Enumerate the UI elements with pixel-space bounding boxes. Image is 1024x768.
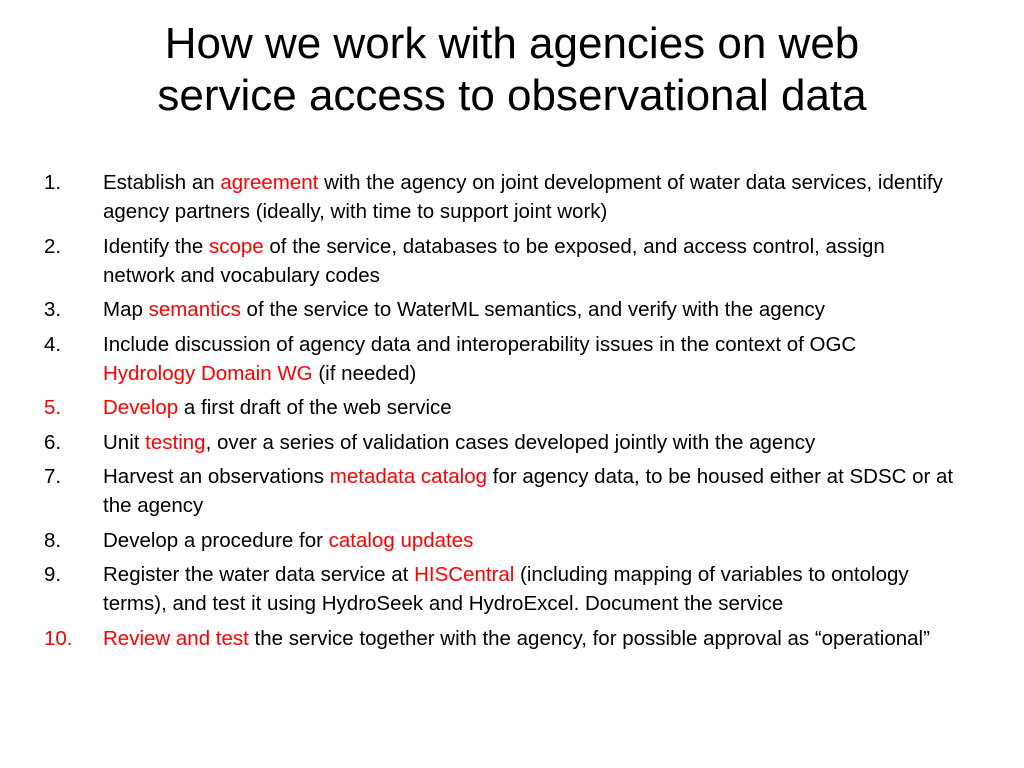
list-item-number: 5. bbox=[44, 396, 62, 419]
slide-title-line-2: service access to observational data bbox=[157, 71, 867, 120]
list-item-text: Map bbox=[103, 298, 149, 321]
list-item-text: , over a series of validation cases developed jointly with the agency bbox=[205, 430, 816, 454]
list-item bbox=[0, 330, 1024, 388]
list-item bbox=[0, 393, 1024, 422]
list-item-text: Develop a procedure for bbox=[103, 528, 329, 552]
list-item-text: Harvest an observations bbox=[103, 465, 330, 488]
highlighted-term: Develop bbox=[103, 396, 179, 419]
highlighted-term: agreement bbox=[220, 171, 319, 194]
list-item-text: Register the water data service at bbox=[103, 563, 415, 586]
list-item bbox=[0, 428, 1024, 457]
list-item-number: 6. bbox=[44, 430, 62, 454]
highlighted-term: catalog updates bbox=[328, 528, 474, 552]
list-item-number: 9. bbox=[44, 563, 62, 586]
steps-list bbox=[0, 168, 1024, 658]
list-item-text: the service together with the agency, for possible approval as “operational” bbox=[248, 626, 930, 650]
list-item-number: 7. bbox=[44, 465, 62, 488]
slide-title bbox=[40, 18, 984, 122]
list-item-text: Establish an bbox=[103, 171, 221, 194]
list-item bbox=[0, 526, 1024, 555]
list-item-text: with the agency on joint development of water data services, identify agency partners (ideally, with time to support joint work) bbox=[103, 171, 943, 223]
list-item-text: a first draft of the web service bbox=[178, 396, 452, 419]
slide-title-line-1: How we work with agencies on web bbox=[164, 19, 860, 68]
list-item bbox=[0, 462, 1024, 520]
list-item-text: for agency data, to be housed either at SDSC or at the agency bbox=[103, 465, 954, 517]
highlighted-term: semantics bbox=[148, 298, 241, 321]
highlighted-term: scope bbox=[208, 234, 264, 258]
list-item bbox=[0, 295, 1024, 324]
highlighted-term: testing bbox=[145, 430, 206, 454]
list-item-number: 10. bbox=[44, 626, 73, 650]
list-item-text: Identify the bbox=[103, 234, 209, 258]
list-item-text: of the service to WaterML semantics, and verify with the agency bbox=[240, 298, 825, 321]
list-item bbox=[0, 232, 1024, 290]
highlighted-term: Hydrology Domain WG bbox=[103, 361, 313, 385]
list-item-text: (if needed) bbox=[312, 361, 417, 385]
list-item-number: 4. bbox=[44, 332, 62, 356]
list-item-text: Include discussion of agency data and interoperability issues in the context of OGC bbox=[103, 332, 857, 356]
list-item bbox=[0, 560, 1024, 618]
list-item-number: 3. bbox=[44, 298, 62, 321]
list-item-text: of the service, databases to be exposed, and access control, assign network and vocabulary codes bbox=[103, 234, 885, 287]
highlighted-term: HISCentral bbox=[414, 563, 515, 586]
list-item bbox=[0, 168, 1024, 226]
list-item-number: 8. bbox=[44, 528, 62, 552]
list-item bbox=[0, 624, 1024, 653]
highlighted-term: metadata catalog bbox=[329, 465, 488, 488]
list-item-number: 2. bbox=[44, 234, 62, 258]
list-item-text: (including mapping of variables to ontology terms), and test it using HydroSeek and HydroExcel. Document the service bbox=[103, 563, 909, 615]
list-item-text: Unit bbox=[103, 430, 146, 454]
highlighted-term: Review and test bbox=[103, 626, 249, 650]
list-item-number: 1. bbox=[44, 171, 62, 194]
